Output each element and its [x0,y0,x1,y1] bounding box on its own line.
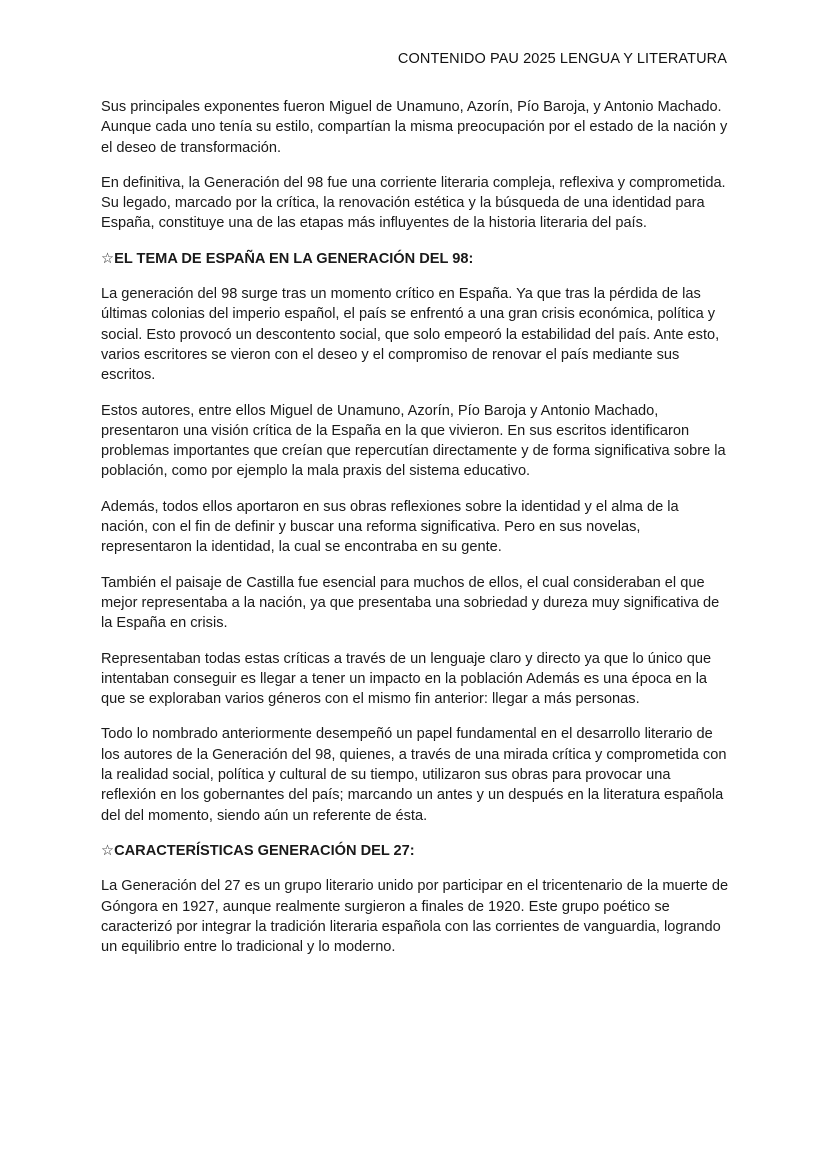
document-body [101,97,729,972]
paragraph-generacion-27: La Generación del 27 es un grupo literario unido por participar en el tricentenario de la muerte de Góngora en 1927, aunque realmente surgieron a finales de 1920. Este grupo poético se caracterizó por integrar la tradición literaria española con las corrientes de vanguardia, logrando un equilibrio entre lo tradicional y lo moderno. [101,878,729,956]
paragraph-conclusion: Todo lo nombrado anteriormente desempeñó un papel fundamental en el desarrollo literario de los autores de la Generación del 98, quienes, a través de una mirada crítica y comprometida con la realidad social, política y cultural de su tiempo, utilizaron sus obras para provocar una reflexión en los gobernantes del país; marcando un antes y un después en la literatura española del del momento, siendo aún un referente de ésta. [101,726,727,824]
section-heading-tema-espana [101,249,729,269]
section-heading-generacion-27 [101,841,729,861]
section-heading-text: CARACTERÍSTICAS GENERACIÓN DEL 27: [114,842,415,859]
paragraph-exponentes: Sus principales exponentes fueron Miguel de Unamuno, Azorín, Pío Baroja, y Antonio Machado. Aunque cada uno tenía su estilo, compartían la misma preocupación por el estado de la nación y el deseo de transformación. [101,99,728,156]
star-icon: ☆ [101,842,115,859]
paragraph-en-definitiva: En definitiva, la Generación del 98 fue una corriente literaria compleja, reflexiva y comprometida. Su legado, marcado por la crítica, la renovación estética y la búsqueda de una identidad para España, constituye una de las etapas más influyentes de la historia literaria del país. [101,174,726,232]
section-heading-text: EL TEMA DE ESPAÑA EN LA GENERACIÓN DEL 98: [114,250,474,267]
page-header: CONTENIDO PAU 2025 LENGUA Y LITERATURA [397,51,727,67]
paragraph-autores: Estos autores, entre ellos Miguel de Unamuno, Azorín, Pío Baroja y Antonio Machado, presentaron una visión crítica de la España en la que vivieron. En sus escritos identificaron problemas importantes que creían que repercutían directamente y de forma significativa sobre la población, como por ejemplo la mala praxis del sistema educativo. [101,402,726,480]
paragraph-identidad: Además, todos ellos aportaron en sus obras reflexiones sobre la identidad y el alma de la nación, con el fin de definir y buscar una reforma significativa. Pero en sus novelas, representaron la identidad, la cual se encontraba en su gente. [101,498,679,556]
paragraph-lenguaje: Representaban todas estas críticas a través de un lenguaje claro y directo ya que lo único que intentaban conseguir es llegar a tener un impacto en la población Además es una época en la que se exploraban varios géneros con el mismo fin anterior: llegar a más personas. [101,650,712,708]
paragraph-paisaje: También el paisaje de Castilla fue esencial para muchos de ellos, el cual consideraban el que mejor representaba a la nación, ya que presentaba una sobriedad y dureza muy significativa de la España en crisis. [101,574,720,632]
paragraph-surge: La generación del 98 surge tras un momento crítico en España. Ya que tras la pérdida de las últimas colonias del imperio español, el país se enfrentó a una gran crisis económica, política y social. Esto provocó un descontento social, que solo empeoró la estabilidad del país. Ante esto, varios escritores se vieron con el deseo y el compromiso de renovar el país mediante sus escritos. [101,286,720,384]
star-icon: ☆ [101,250,115,267]
